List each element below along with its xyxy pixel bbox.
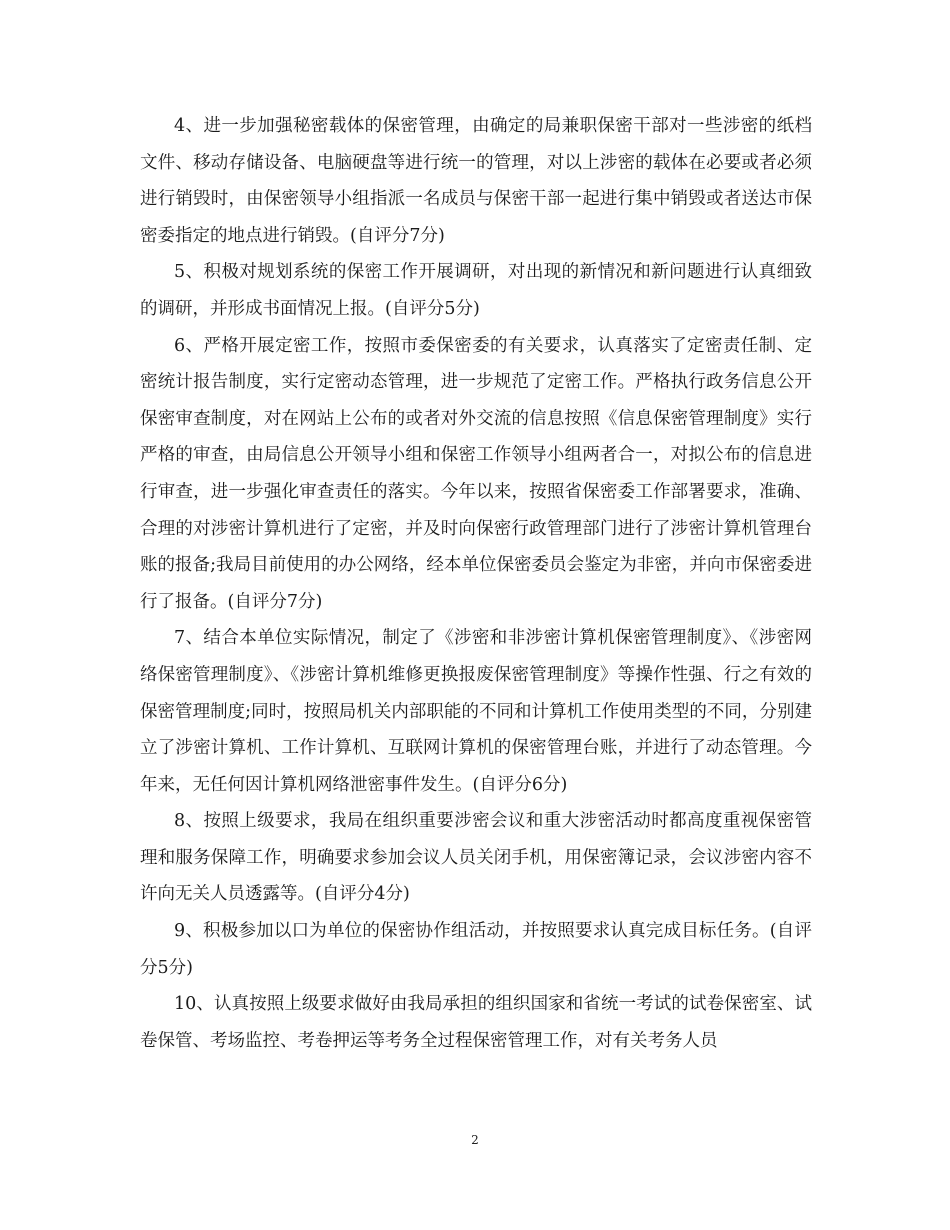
page-number: 2	[471, 1133, 479, 1147]
paragraph-item-7: 7、结合本单位实际情况，制定了《涉密和非涉密计算机保密管理制度》、《涉密网络保密管理制度》、《涉密计算机维修更换报废保密管理制度》等操作性强、行之有效的保密管理制度;同时，按照局机关内部职能的不同和计算机工作使用类型的不同，分别建立了涉密计算机、工作计算机、互联网计算机的保密管理台账，并进行了动态管理。今年来，无任何因计算机网络泄密事件发生。(自评分6分)	[140, 628, 812, 795]
paragraph-item-4: 4、进一步加强秘密载体的保密管理，由确定的局兼职保密干部对一些涉密的纸档文件、移动存储设备、电脑硬盘等进行统一的管理，对以上涉密的载体在必要或者必须进行销毁时，由保密领导小组指派一名成员与保密干部一起进行集中销毁或者送达市保密委指定的地点进行销毁。(自评分7分)	[140, 116, 812, 246]
paragraph-item-10: 10、认真按照上级要求做好由我局承担的组织国家和省统一考试的试卷保密室、试卷保管、考场监控、考卷押运等考务全过程保密管理工作，对有关考务人员	[140, 994, 812, 1051]
document-body	[140, 108, 812, 1059]
paragraph-item-9: 9、积极参加以口为单位的保密协作组活动，并按照要求认真完成目标任务。(自评分5分)	[140, 921, 812, 978]
paragraph-item-8: 8、按照上级要求，我局在组织重要涉密会议和重大涉密活动时都高度重视保密管理和服务保障工作，明确要求参加会议人员关闭手机，用保密簿记录，会议涉密内容不许向无关人员透露等。(自评分4分)	[140, 811, 812, 905]
paragraph-item-5: 5、积极对规划系统的保密工作开展调研，对出现的新情况和新问题进行认真细致的调研，并形成书面情况上报。(自评分5分)	[140, 262, 812, 319]
paragraph-item-6: 6、严格开展定密工作，按照市委保密委的有关要求，认真落实了定密责任制、定密统计报告制度，实行定密动态管理，进一步规范了定密工作。严格执行政务信息公开保密审查制度，对在网站上公布的或者对外交流的信息按照《信息保密管理制度》实行严格的审查，由局信息公开领导小组和保密工作领导小组两者合一，对拟公布的信息进行审查，进一步强化审查责任的落实。今年以来，按照省保密委工作部署要求，准确、合理的对涉密计算机进行了定密，并及时向保密行政管理部门进行了涉密计算机管理台账的报备;我局目前使用的办公网络，经本单位保密委员会鉴定为非密，并向市保密委进行了报备。(自评分7分)	[140, 335, 812, 612]
